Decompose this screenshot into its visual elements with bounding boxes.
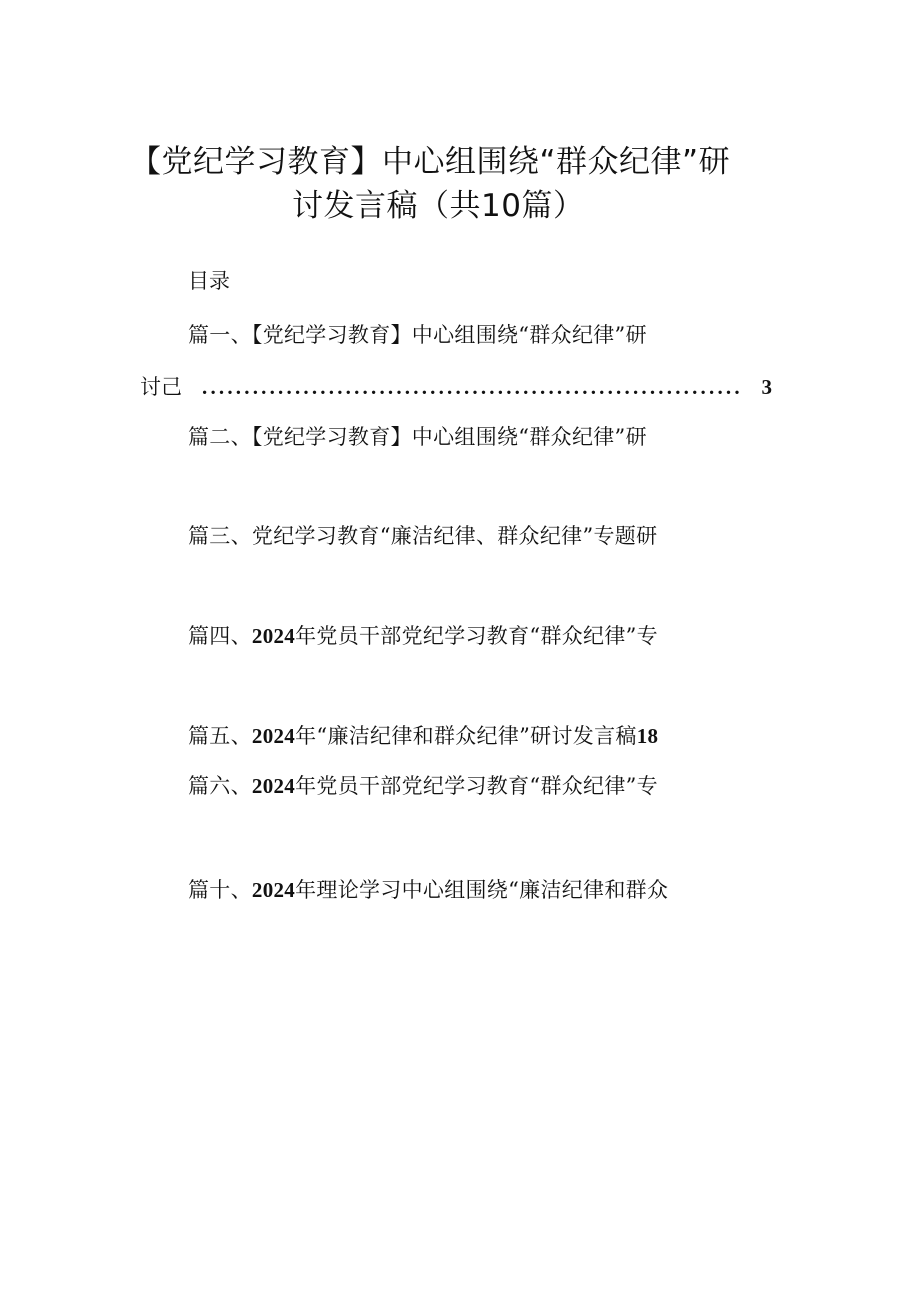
toc-item-7[interactable] xyxy=(188,875,668,905)
toc-item-prefix: 篇十、 xyxy=(188,878,252,902)
toc-item-2[interactable] xyxy=(188,422,647,452)
toc-item-year: 2024 xyxy=(251,624,296,648)
toc-item-text: 【党纪学习教育】中心组围绕“群众纪律”研 xyxy=(251,323,647,347)
toc-item-text: 党纪学习教育“廉洁纪律、群众纪律”专题研 xyxy=(251,524,658,548)
toc-item-6[interactable] xyxy=(188,771,658,801)
document-title-line-2: 讨发言稿（共10篇） xyxy=(292,188,585,224)
toc-item-1[interactable] xyxy=(188,320,647,350)
toc-item-text: 【党纪学习教育】中心组围绕“群众纪律”研 xyxy=(251,425,647,449)
toc-page-number: 18 xyxy=(636,724,659,748)
toc-item-4[interactable] xyxy=(188,621,658,651)
toc-item-text: 年党员干部党纪学习教育“群众纪律”专 xyxy=(295,624,658,648)
toc-page-number: 3 xyxy=(761,375,772,399)
document-title-line-1: 【党纪学习教育】中心组围绕“群众纪律”研 xyxy=(130,144,731,180)
toc-item-1-continuation[interactable] xyxy=(140,372,780,402)
toc-item-text: 年理论学习中心组围绕“廉洁纪律和群众 xyxy=(295,878,669,902)
toc-leader-dots: ................................................................ xyxy=(202,375,743,399)
toc-item-year: 2024 xyxy=(251,878,296,902)
toc-item-year: 2024 xyxy=(251,724,296,748)
toc-item-prefix: 篇二、 xyxy=(188,425,252,449)
toc-item-text: 年党员干部党纪学习教育“群众纪律”专 xyxy=(295,774,658,798)
toc-item-prefix: 篇五、 xyxy=(188,724,252,748)
toc-heading: 目录 xyxy=(188,269,230,293)
toc-item-year: 2024 xyxy=(251,774,296,798)
toc-item-prefix: 篇六、 xyxy=(188,774,252,798)
toc-item-3[interactable] xyxy=(188,521,657,551)
toc-item-prefix: 篇三、 xyxy=(188,524,252,548)
toc-item-prefix: 篇一、 xyxy=(188,323,252,347)
toc-continuation-text: 讨己 xyxy=(140,375,182,399)
toc-item-prefix: 篇四、 xyxy=(188,624,252,648)
toc-item-5[interactable] xyxy=(188,721,658,751)
toc-item-text: 年“廉洁纪律和群众纪律”研讨发言稿 xyxy=(295,724,637,748)
